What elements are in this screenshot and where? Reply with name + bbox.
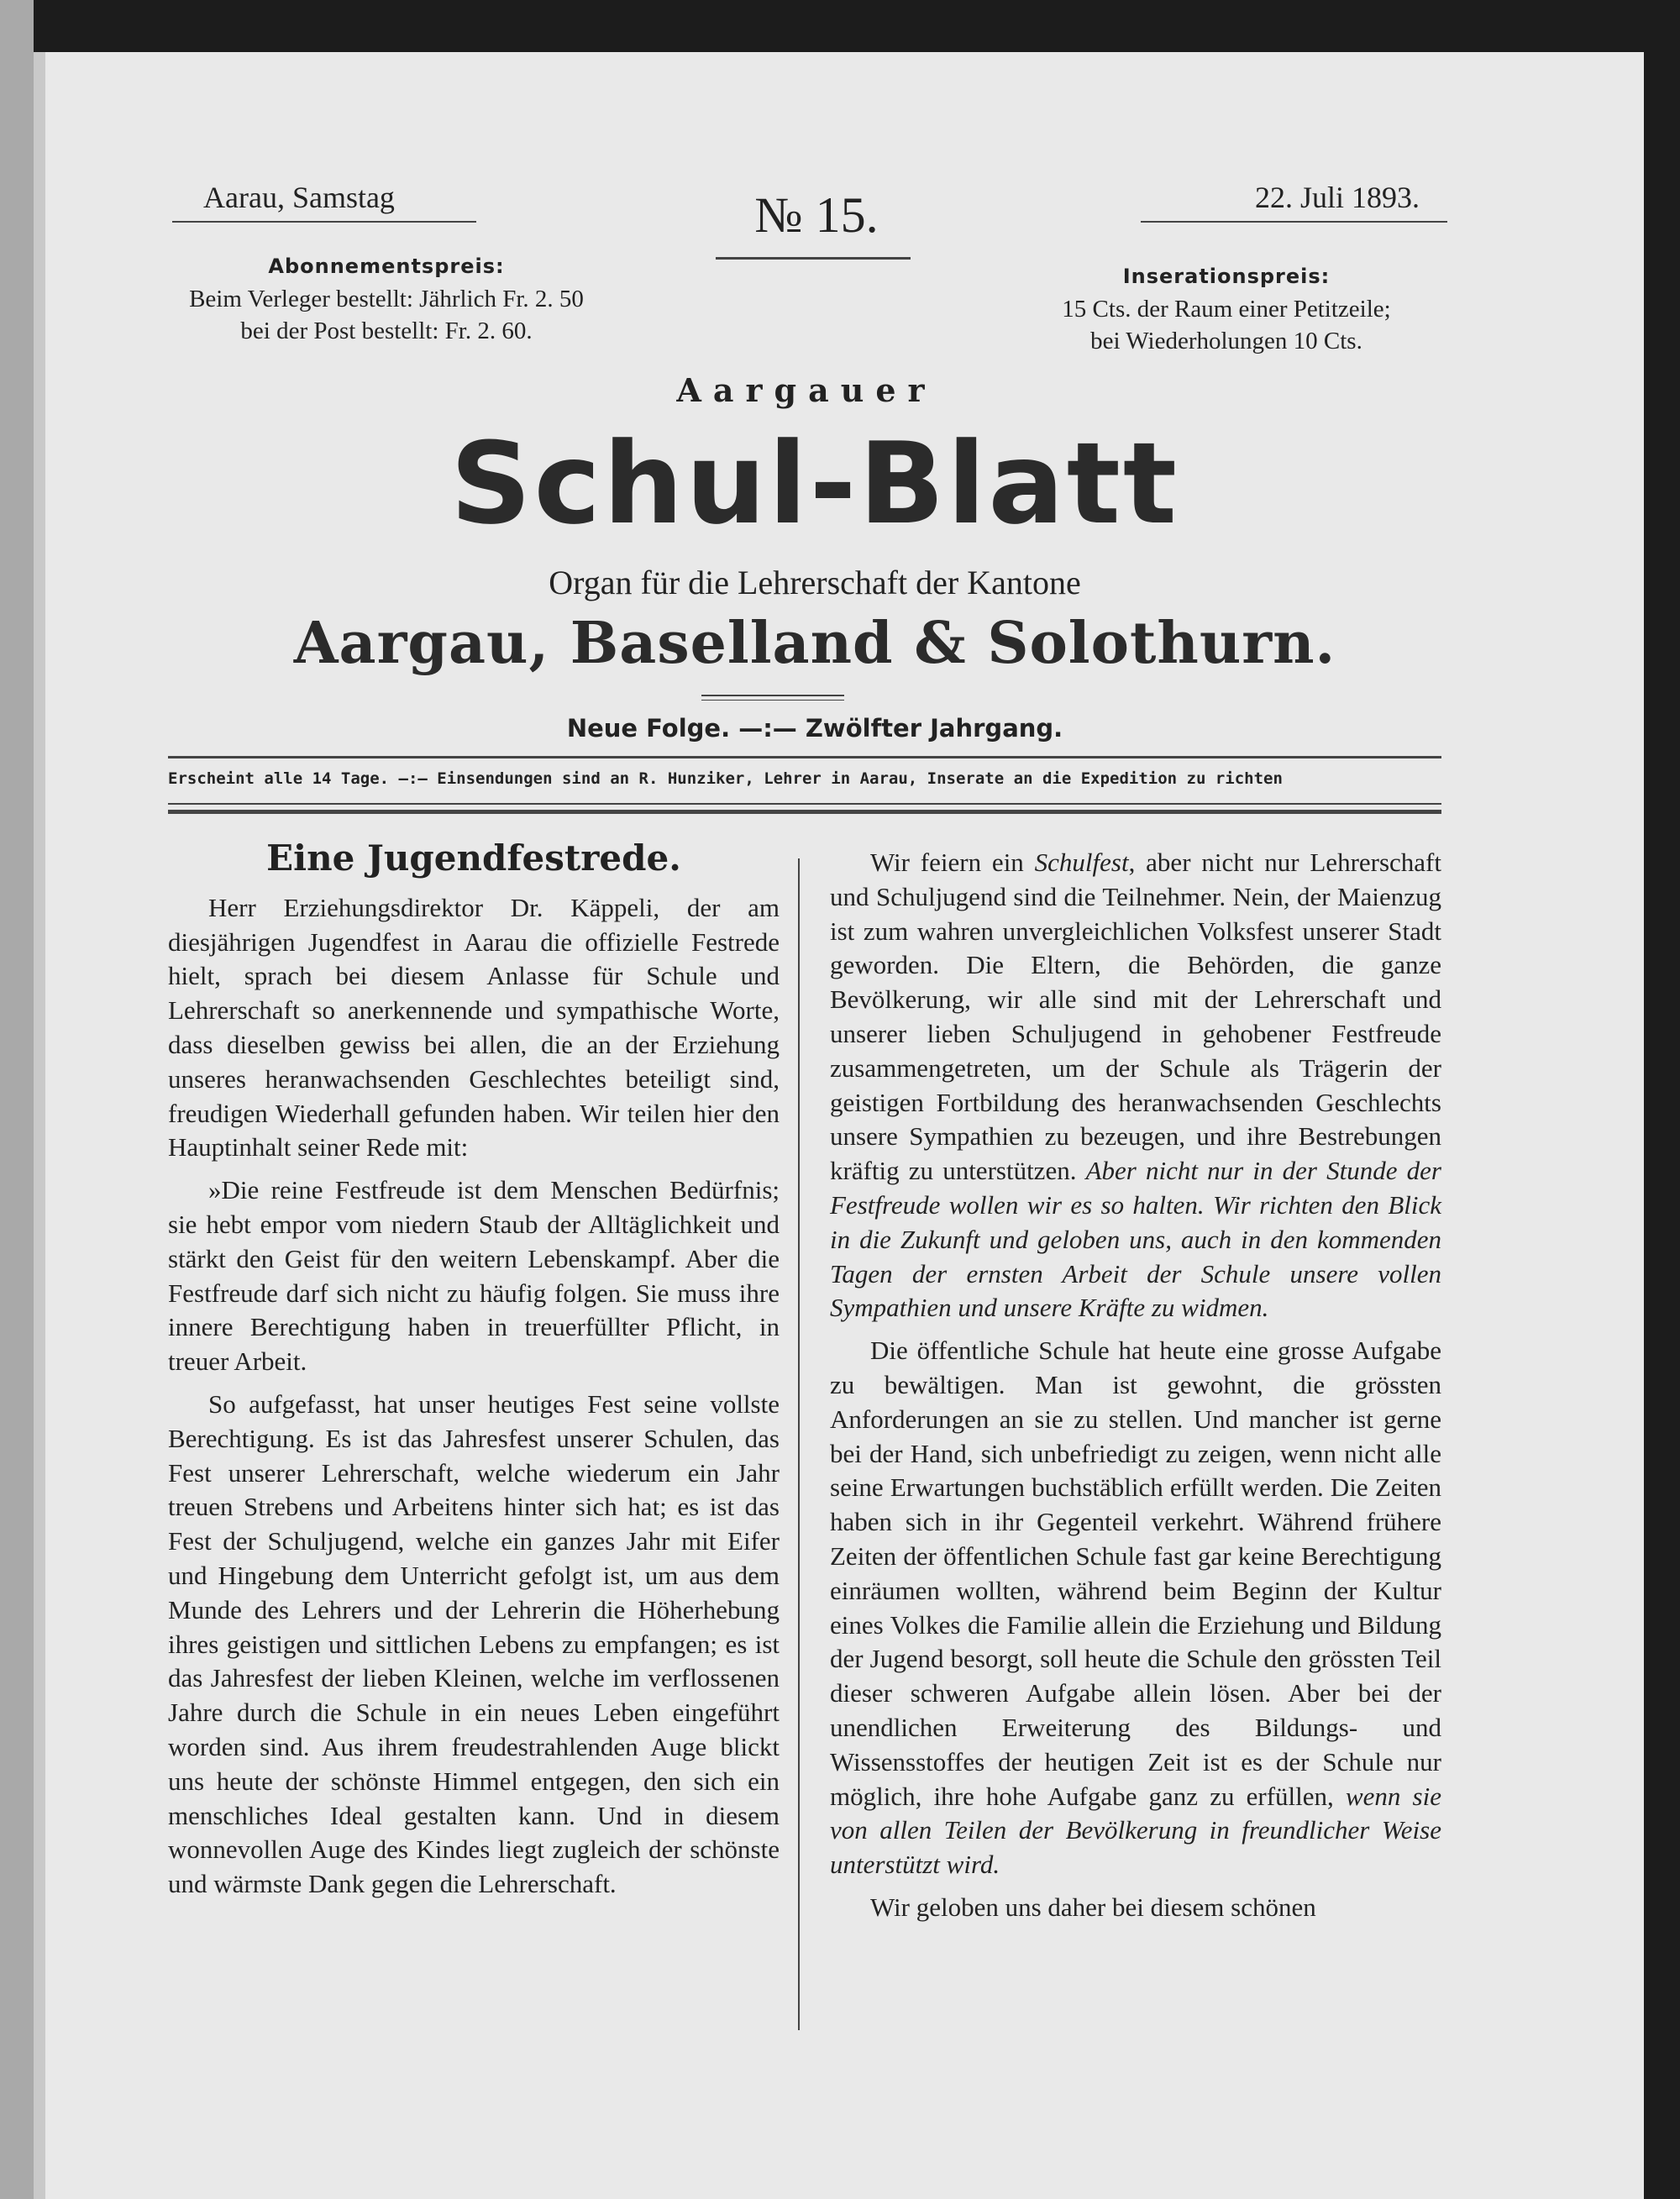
series-line: Neue Folge. —:— Zwölfter Jahrgang. [566, 714, 1063, 743]
insertion-line-2: bei Wiederholungen 10 Cts. [1090, 328, 1362, 354]
subscription-price [168, 255, 605, 347]
subscription-line-2: bei der Post bestellt: Fr. 2. 60. [240, 318, 533, 344]
article-right-column [830, 846, 1441, 1925]
left-paragraph-2: »Die reine Festfreude ist dem Menschen Bedürfnis; sie hebt empor vom niedern Staub der Alltäglichkeit und stärkt den Geist für den weitern Lebenskampf. Aber die Festfreude darf sich nicht zu häufig folgen. Sie muss ihre innere Berechtigung haben in treuerfüllter Pflicht, in treuer Arbeit. [168, 1175, 780, 1377]
right-p2-emphasis: wenn sie von allen Teilen der Bevölkerung in freundlicher Weise unterstützt wird. [830, 1781, 1441, 1880]
header-rule-bottom [168, 810, 1441, 814]
insertion-line-1: 15 Cts. der Raum einer Petitzeile; [1062, 296, 1391, 323]
subscription-heading: Abonnementspreis: [268, 255, 505, 278]
right-p1-emphasis-pledge: Aber nicht nur in der Stunde der Festfreude wollen wir es so halten. Wir richten den Blick in die Zukunft und geloben uns, auch in den kommenden Tagen der ernsten Arbeit der Schule unsere vollen Sympathien und unsere Kräfte zu widmen. [830, 1156, 1441, 1323]
right-p1-text-c: , aber nicht nur Lehrerschaft und Schuljugend sind die Teilnehmer. Nein, der Maienzug ist zum wahren unvergleichlichen Volksfest unserer Stadt geworden. Die Eltern, die Behörden, die ganze Bevölkerung, wir alle sind mit der Lehrerschaft und unserer lieben Schuljugend in gehobener Festfreude zusammengetreten, um der Schule als Trägerin der geistigen Fortbildung des heranwachsenden Geschlechts unsere Sympathien zu bezeugen, und ihre Bestrebungen kräftig zu unterstützen. [830, 848, 1441, 1186]
insertion-heading: Inserationspreis: [1122, 265, 1331, 288]
place-date-rule [172, 221, 476, 223]
left-paragraph-3: So aufgefasst, hat unser heutiges Fest seine vollste Berechtigung. Es ist das Jahresfest unserer Schulen, das Fest unserer Lehrerschaft, welche wiederum ein Jahr treuen Strebens und Arbeitens hinter sich hat; es ist das Fest der Schuljugend, welche ein ganzes Jahr mit Eifer und Hingebung dem Unterricht gefolgt ist, um aus dem Munde des Lehrers und der Lehrerin die Höherhebung ihres geistigen und sittlichen Lebens zu empfangen; es ist das Jahresfest der lieben Kleinen, welche im verflossenen Jahre durch die Schule in ein neues Leben eingeführt worden sind. Aus ihrem freudestrahlenden Auge blickt uns heute der schönste Himmel entgegen, den sich ein menschliches Ideal gestalten kann. Und in diesem wonnevollen Auge des Kindes liegt zugleich der schönste und wärmste Dank gegen die Lehrerschaft. [168, 1388, 780, 1899]
masthead-overline: Aargauer [676, 371, 937, 409]
right-paragraph-3: Wir geloben uns daher bei diesem schönen [870, 1892, 1316, 1922]
scan-background-left [0, 0, 34, 2199]
masthead-cantons: Aargau, Baselland & Solothurn. [293, 610, 1336, 677]
article-left-column [168, 837, 780, 1902]
right-p2-text: Die öffentliche Schule hat heute eine grosse Aufgabe zu bewältigen. Man ist gewohnt, die grössten Anforderungen an sie zu stellen. Und mancher ist gerne bei der Hand, sich unbefriedigt zu zeigen, wenn nicht alle seine Erwartungen buchstäblich erfüllt werden. Die Zeiten haben sich in ihr Gegenteil verkehrt. Während frühere Zeiten der öffentlichen Schule fast gar keine Berechtigung einräumen wollten, während beim Beginn der Kultur eines Volkes die Familie allein die Erziehung und Bildung der Jugend besorgt, soll heute die Schule den grössten Teil dieser schweren Aufgabe allein lösen. Aber bei der unendlichen Erweiterung des Bildungs- und Wissensstoffes der heutigen Zeit ist es der Schule nur möglich, ihre hohe Aufgabe ganz zu erfüllen, [830, 1336, 1441, 1811]
place-date: Aarau, Samstag [203, 181, 395, 214]
newspaper-page [34, 52, 1644, 2199]
right-paragraph-1 [830, 846, 1441, 1325]
subscription-line-1: Beim Verleger bestellt: Jährlich Fr. 2. 50 [189, 286, 584, 312]
column-divider [798, 858, 800, 2030]
issue-date-rule [1141, 221, 1447, 223]
right-p1-emphasis-schulfest: Schulfest [1034, 848, 1129, 877]
insertion-price [1016, 265, 1436, 357]
header-rule-middle [168, 803, 1441, 805]
right-paragraph-2 [830, 1334, 1441, 1882]
page-edge-shadow [34, 52, 45, 2199]
right-p1-text-a: Wir feiern ein [870, 848, 1035, 877]
issue-number-rule [716, 257, 911, 260]
header-rule-top [168, 756, 1441, 758]
issue-number: № 15. [754, 187, 879, 243]
issue-date: 22. Juli 1893. [1254, 181, 1420, 214]
masthead-title: Schul-Blatt [450, 418, 1179, 549]
article-title: Eine Jugendfestrede. [266, 837, 681, 879]
ornament-rule-2 [701, 700, 844, 701]
ornament-rule-1 [701, 695, 844, 696]
publication-notice: Erscheint alle 14 Tage. —:— Einsendungen sind an R. Hunziker, Lehrer in Aarau, Inserate an die Expedition zu richten [168, 769, 1283, 788]
masthead-subtitle: Organ für die Lehrerschaft der Kantone [549, 564, 1081, 601]
left-paragraph-1: Herr Erziehungsdirektor Dr. Käppeli, der am diesjährigen Jugendfest in Aarau die offizielle Festrede hielt, sprach bei diesem Anlasse für Schule und Lehrerschaft so anerkennende und sympathische Worte, dass dieselben gewiss bei allen, die an der Erziehung unseres heranwachsenden Geschlechtes beteiligt sind, freudigen Wiederhall gefunden haben. Wir teilen hier den Hauptinhalt seiner Rede mit: [168, 892, 780, 1162]
